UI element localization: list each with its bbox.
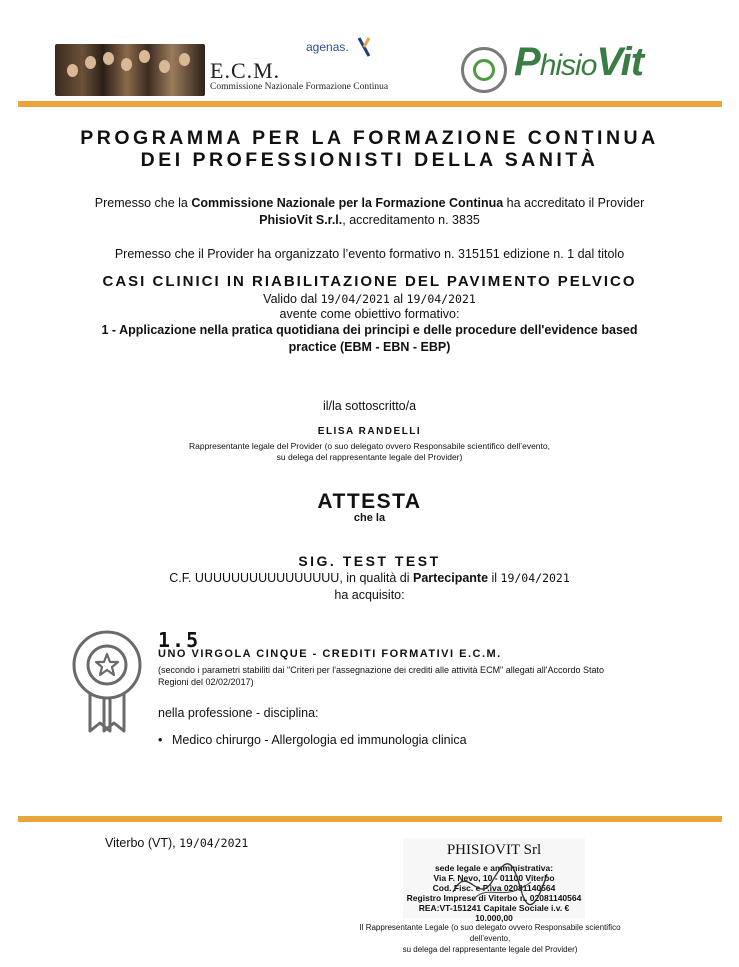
che-la-label: che la [353, 512, 386, 524]
agenas-logo: agenas. [306, 40, 349, 54]
premise-event: Premesso che il Provider ha organizzato l’evento formativo n. 315151 edizione n. 1 dal titolo [114, 247, 625, 261]
signer-name: ELISA RANDELLI [317, 426, 422, 437]
signature-note: Il Rappresentante Legale (o suo delegato ovvero Responsabile scientifico dell’evento, su delega del rappresentante legale del Provider) [359, 923, 621, 954]
attesta-heading: ATTESTA [317, 490, 422, 513]
stamp-line: Cod. Fisc. e P.iva 02081140564 [432, 883, 556, 893]
phisiovit-logo: PhisioVit [514, 40, 644, 84]
agenas-mark-icon [356, 36, 372, 58]
award-medal-icon [70, 627, 144, 737]
stamp-line: Registro Imprese di Viterbo n. 02081140564 [406, 893, 582, 903]
ecm-logo-subtitle: Commissione Nazionale Formazione Continua [210, 82, 389, 92]
signer-role: Rappresentante legale del Provider (o suo delegato ovvero Responsabile scientifico dell’evento, su delega del rappresentante legale del Provider) [188, 441, 550, 462]
stamp-line: REA:VT-151241 Capitale Sociale i.v. € 10.000,00 [418, 903, 570, 923]
stamp-line: sede legale e amministrativa: [434, 863, 554, 873]
footer-place-date: Viterbo (VT), 19/04/2021 [105, 836, 249, 850]
credits-text: UNO VIRGOLA CINQUE - CREDITI FORMATIVI E.C.M. [158, 648, 502, 660]
certificate-title: PROGRAMMA PER LA FORMAZIONE CONTINUA DEI PROFESSIONISTI DELLA SANITÀ [80, 127, 659, 171]
objective: 1 - Applicazione nella pratica quotidiana dei principi e delle procedure dell'evidence based practice (EBM - EBN - EBP) [101, 323, 638, 354]
undersigned-label: il/la sottoscritto/a [322, 399, 417, 413]
signature-scribble [443, 852, 553, 912]
credits-criteria: (secondo i parametri stabiliti dai "Criteri per l'assegnazione dei crediti alle attività ECM" allegati all'Accordo Stato Regioni del 02/02/2017) [158, 665, 605, 687]
acquired-label: ha acquisito: [334, 588, 405, 602]
validity: Valido dal 19/04/2021 al 19/04/2021 [263, 292, 476, 306]
stamp-title: PHISIOVIT Srl [446, 842, 542, 858]
recipient-name: SIG. TEST TEST [298, 553, 441, 569]
premise-accreditation: Premesso che la Commissione Nazionale per la Formazione Continua ha accreditato il Provider PhisioVit S.r.l., accreditamento n. 3835 [94, 196, 645, 227]
stamp-line: Via F. Nevo, 10 - 01100 Viterbo [433, 873, 555, 883]
event-title: CASI CLINICI IN RIABILITAZIONE DEL PAVIMENTO PELVICO [102, 273, 637, 290]
header-rule [18, 101, 722, 107]
credits-number: 1.5 [158, 628, 201, 652]
footer-rule [18, 816, 722, 822]
company-stamp [403, 838, 585, 923]
objective-intro: avente come obiettivo formativo: [279, 307, 460, 321]
recipient-details: C.F. UUUUUUUUUUUUUUUU, in qualità di Partecipante il 19/04/2021 [169, 571, 570, 585]
phisiovit-badge-icon [461, 47, 507, 93]
ecm-logo-title: E.C.M. [210, 58, 281, 83]
profession-label: nella professione - disciplina: [158, 706, 319, 720]
ecm-logo-painting [55, 44, 205, 96]
profession-list-item: • Medico chirurgo - Allergologia ed immunologia clinica [158, 733, 467, 747]
